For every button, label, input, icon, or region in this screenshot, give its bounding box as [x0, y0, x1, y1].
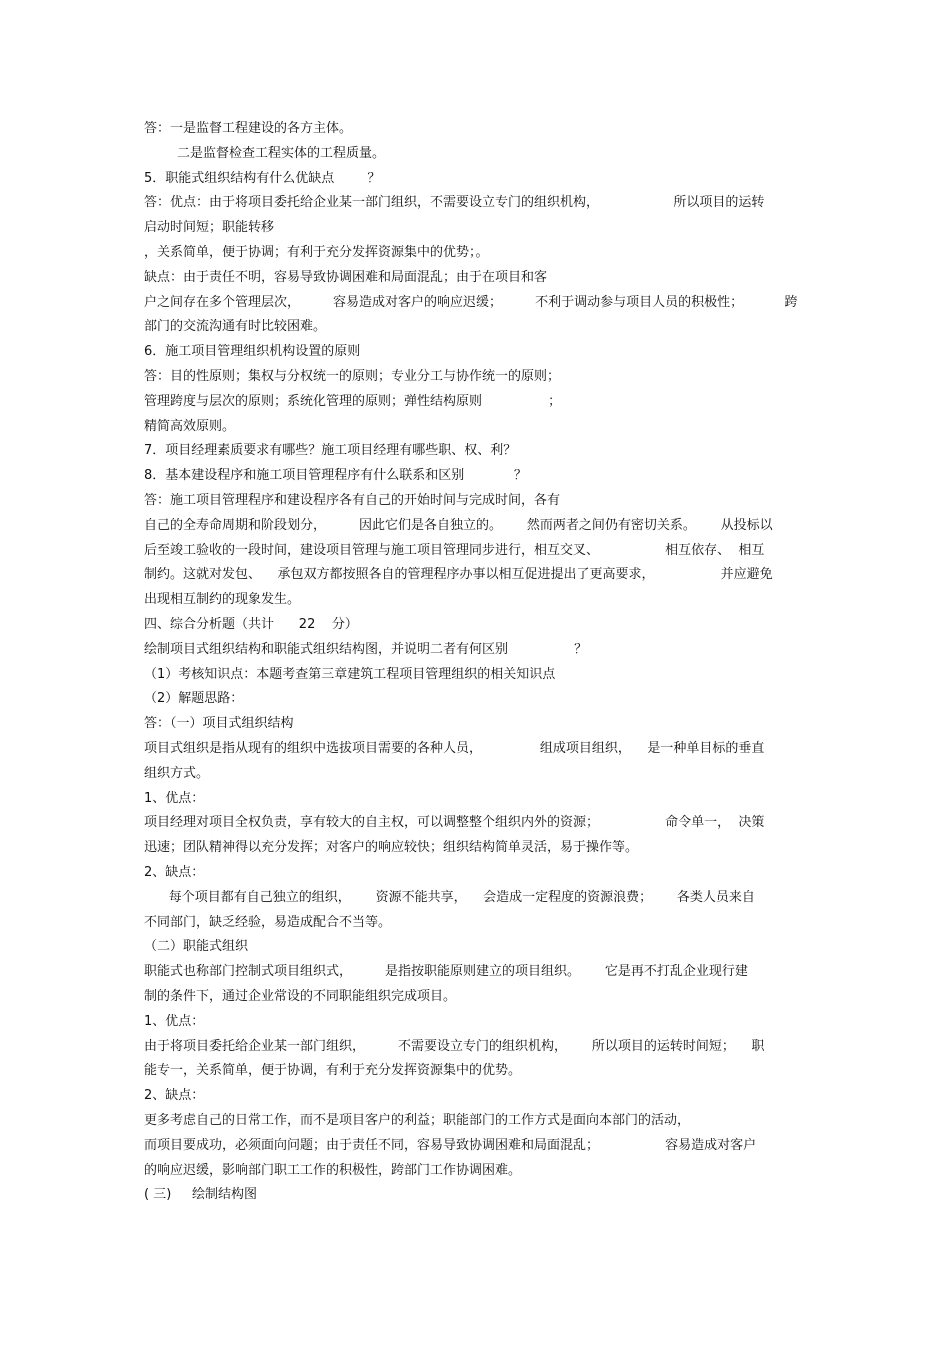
- text-line: 2、缺点：: [144, 865, 205, 880]
- text-line: 2、缺点：: [144, 1088, 205, 1104]
- text-line: 绘制项目式组织结构和职能式组织结构图，并说明二者有何区别 ？: [144, 641, 588, 657]
- text-line: 的响应迟缓，影响部门职工工作的积极性，跨部门工作协调困难。: [144, 1162, 522, 1178]
- text-line: 四、综合分析题（共计 22 分）: [144, 617, 358, 632]
- text-line: 8．基本建设程序和施工项目管理程序有什么联系和区别 ？: [144, 468, 527, 484]
- text-line: 更多考虑自己的日常工作，而不是项目客户的利益；职能部门的工作方式是面向本部门的活动，: [144, 1113, 691, 1128]
- text-line: 项目式组织是指从现有的组织中选拔项目需要的各种人员， 组成项目组织， 是一种单目标的垂直: [144, 741, 765, 756]
- text-line: 缺点：由于责任不明，容易导致协调困难和局面混乱；由于在项目和客: [144, 269, 548, 285]
- text-line: 后至竣工验收的一段时间，建设项目管理与施工项目管理同步进行，相互交叉、 相互依存、 相互: [144, 542, 765, 558]
- text-line: 部门的交流沟通有时比较困难。: [144, 319, 327, 335]
- text-line: 答：优点：由于将项目委托给企业某一部门组织，不需要设立专门的组织机构， 所以项目的运转: [144, 195, 765, 211]
- text-line: 迅速；团队精神得以充分发挥；对客户的响应较快；组织结构简单灵活，易于操作等。: [144, 840, 639, 856]
- text-line: 答：一是监督工程建设的各方主体。: [144, 121, 353, 136]
- text-line: 启动时间短；职能转移: [144, 220, 275, 236]
- text-line: 而项目要成功，必须面向问题；由于责任不同，容易导致协调困难和局面混乱； 容易造成对客户: [144, 1137, 757, 1153]
- text-line: 出现相互制约的现象发生。: [144, 592, 301, 608]
- text-line: 答：施工项目管理程序和建设程序各有自己的开始时间与完成时间，各有: [144, 493, 561, 508]
- text-line: （2）解题思路：: [144, 691, 244, 707]
- text-line: 7．项目经理素质要求有哪些？施工项目经理有哪些职、权、利？: [144, 443, 517, 459]
- text-line: 6．施工项目管理组织机构设置的原则: [144, 344, 361, 360]
- text-line: ，关系简单，便于协调；有利于充分发挥资源集中的优势；。: [144, 245, 489, 260]
- text-line: 户之间存在多个管理层次， 容易造成对客户的响应迟缓； 不利于调动参与项目人员的积极性； 跨: [144, 294, 798, 310]
- text-line: 组织方式。: [144, 765, 210, 781]
- text-line: 精简高效原则。: [144, 418, 236, 434]
- text-line: （二）职能式组织: [144, 939, 249, 955]
- text-line: 1、优点：: [144, 1013, 205, 1029]
- text-line: 5．职能式组织结构有什么优缺点 ？: [144, 170, 381, 186]
- text-line: 答：目的性原则；集权与分权统一的原则；专业分工与协作统一的原则；: [144, 369, 561, 384]
- text-line: 职能式也称部门控制式项目组织式， 是指按职能原则建立的项目组织。 它是再不打乱企业现行建: [144, 964, 748, 980]
- text-line: 由于将项目委托给企业某一部门组织， 不需要设立专门的组织机构， 所以项目的运转时间短； 职: [144, 1038, 765, 1054]
- text-line: 1、优点：: [144, 790, 205, 806]
- text-line: 制约。这就对发包、 承包双方都按照各自的管理程序办事以相互促进提出了更高要求， 并应避免: [144, 567, 773, 583]
- text-line: 不同部门，缺乏经验，易造成配合不当等。: [144, 914, 392, 930]
- text-line: ( 三) 绘制结构图: [144, 1187, 257, 1203]
- text-line: 制的条件下，通过企业常设的不同职能组织完成项目。: [144, 989, 457, 1004]
- text-line: 每个项目都有自己独立的组织， 资源不能共享， 会造成一定程度的资源浪费； 各类人员来自: [144, 889, 755, 905]
- text-line: 二是监督检查工程实体的工程质量。: [144, 145, 386, 161]
- text-line: 项目经理对项目全权负责，享有较大的自主权，可以调整整个组织内外的资源； 命令单一， 决策: [144, 815, 765, 831]
- text-line: 能专一，关系简单，便于协调，有利于充分发挥资源集中的优势。: [144, 1063, 522, 1079]
- text-line: 答：（一）项目式组织结构: [144, 716, 294, 732]
- text-line: 管理跨度与层次的原则；系统化管理的原则；弹性结构原则 ；: [144, 393, 562, 409]
- text-line: （1）考核知识点：本题考查第三章建筑工程项目管理组织的相关知识点: [144, 666, 556, 682]
- text-line: 自己的全寿命周期和阶段划分， 因此它们是各自独立的。 然而两者之间仍有密切关系。 从投标以: [144, 517, 773, 533]
